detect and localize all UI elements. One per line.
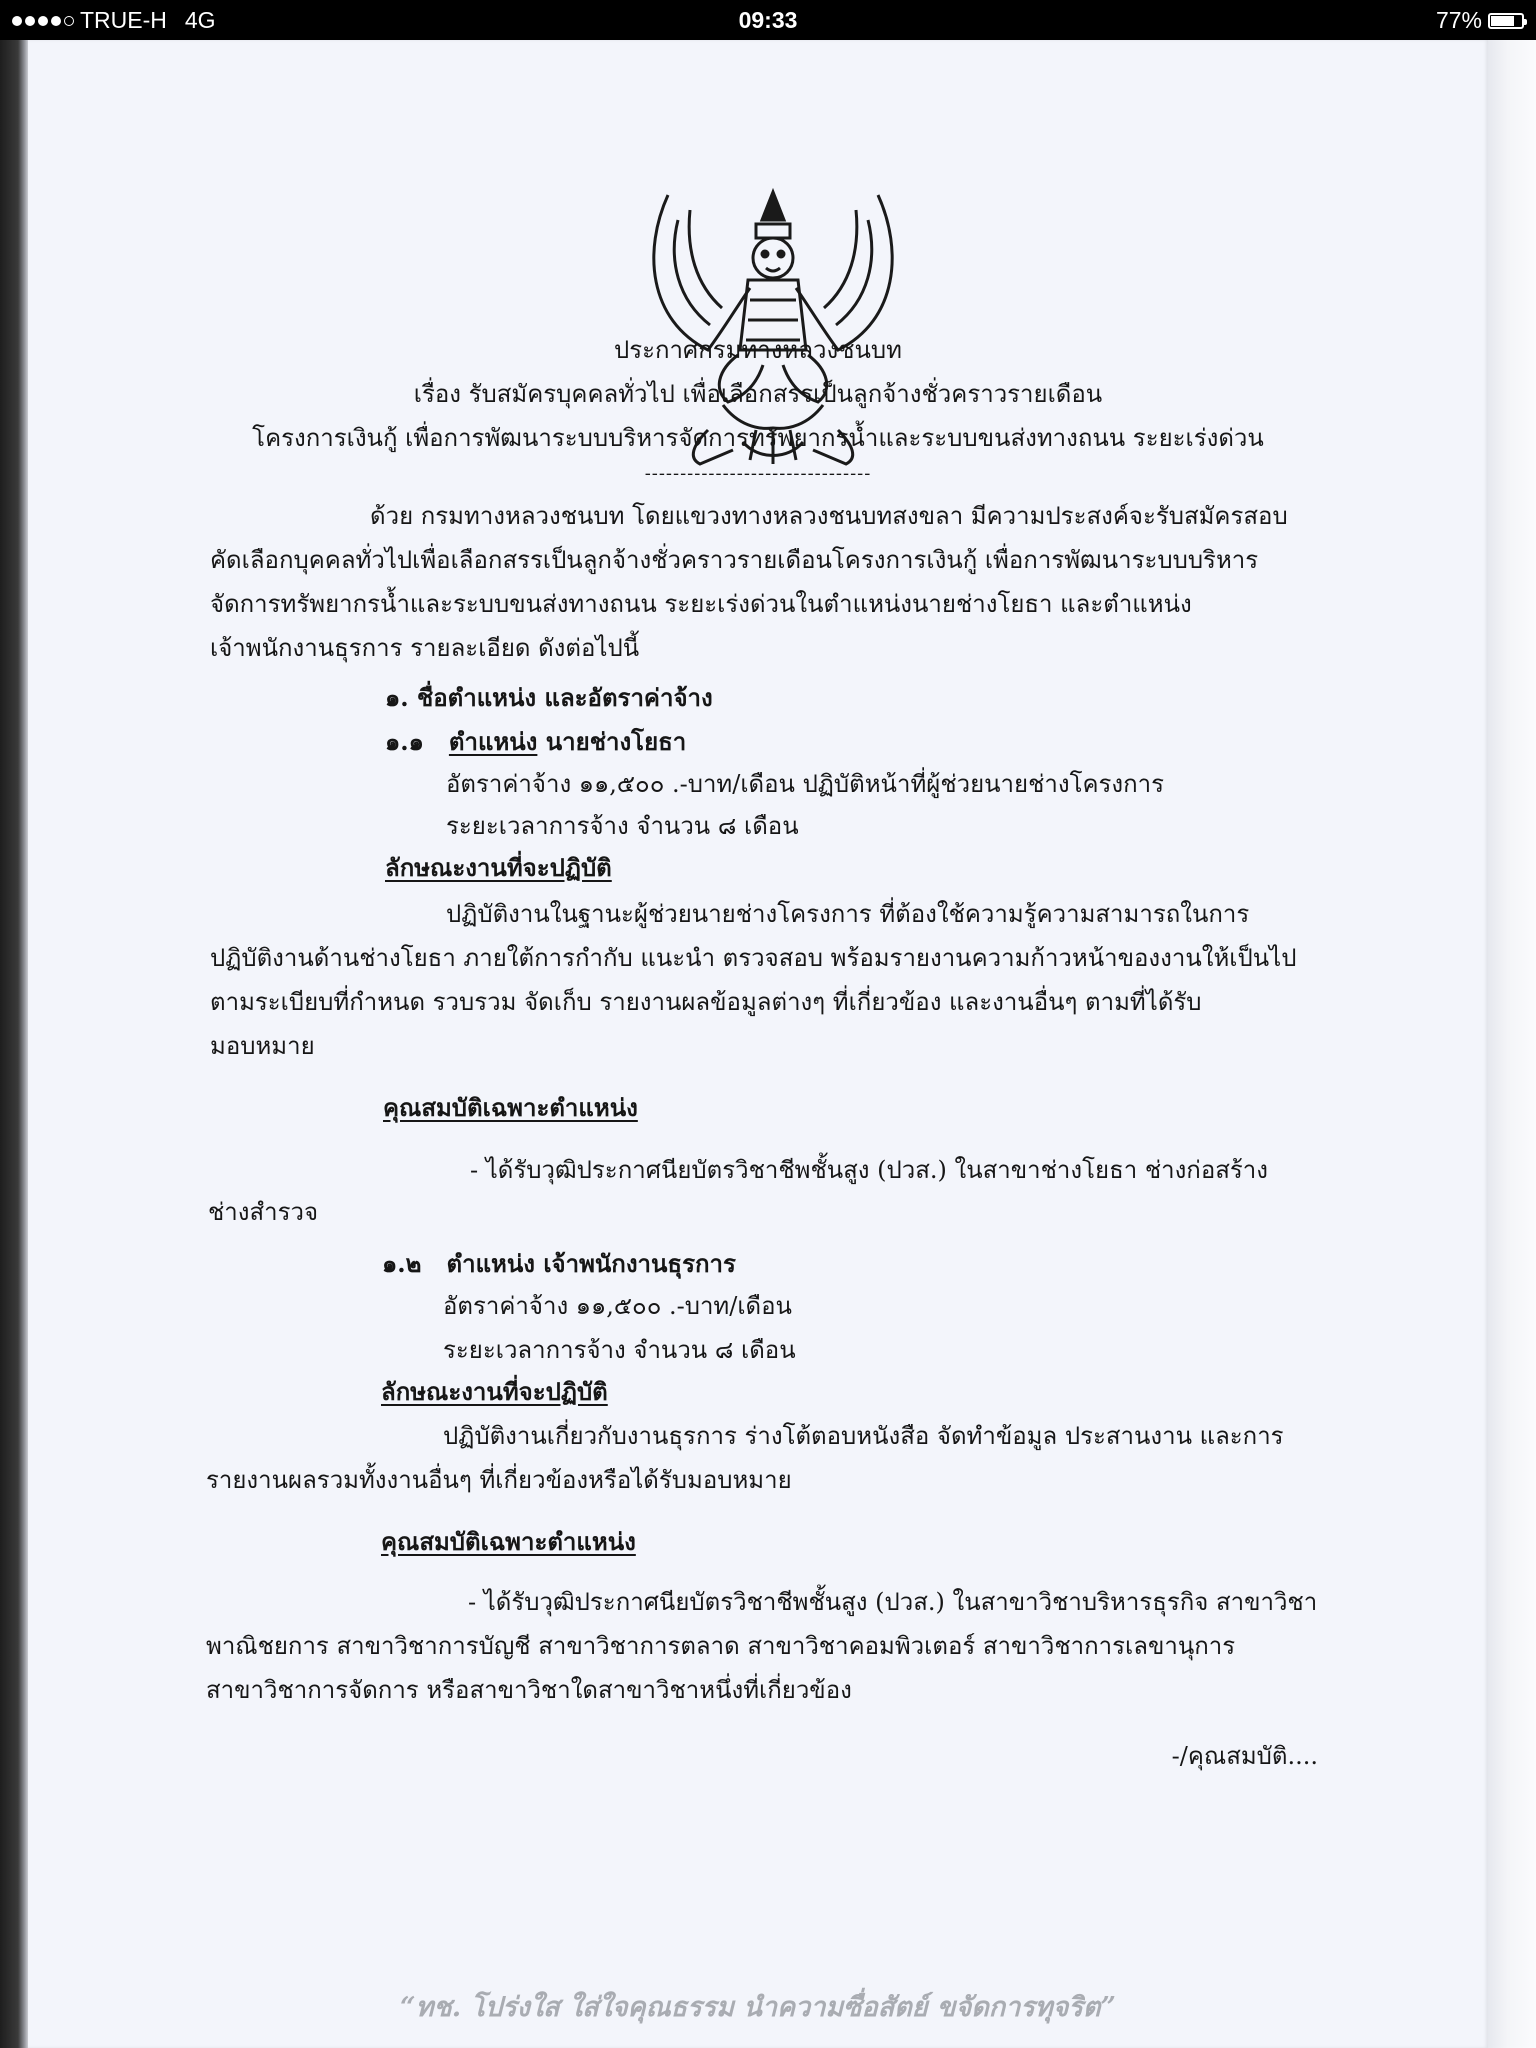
page-edge-right (1488, 40, 1536, 2048)
position-1-duty-line-1: ปฏิบัติงานในฐานะผู้ช่วยนายช่างโครงการ ที่ต้องใช้ความรู้ความสามารถในการ (446, 900, 1250, 928)
position-1-duty-line-4: มอบหมาย (210, 1032, 315, 1060)
announcement-project: โครงการเงินกู้ เพื่อการพัฒนาระบบบริหารจัดการทรัพยากรน้ำและระบบขนส่งทางถนน ระยะเร่งด่วน (252, 424, 1264, 452)
position-2-duty-line-2: รายงานผลรวมทั้งงานอื่นๆ ที่เกี่ยวข้องหรือได้รับมอบหมาย (206, 1466, 792, 1494)
position-2-wage: อัตราค่าจ้าง ๑๑,๕๐๐ .-บาท/เดือน (443, 1292, 792, 1320)
position-2-qual-line-1: - ได้รับวุฒิประกาศนียบัตรวิชาชีพชั้นสูง (ปวส.) ในสาขาวิชาบริหารธุรกิจ สาขาวิชา (468, 1588, 1318, 1616)
network-type: 4G (184, 7, 216, 33)
position-1-duty-line-3: ตามระเบียบที่กำหนด รวบรวม จัดเก็บ รายงานผลข้อมูลต่างๆ ที่เกี่ยวข้อง และงานอื่นๆ ตามที่ได้รับ (210, 988, 1202, 1016)
intro-line-1: ด้วย กรมทางหลวงชนบท โดยแขวงทางหลวงชนบทสงขลา มีความประสงค์จะรับสมัครสอบ (370, 502, 1288, 530)
position-2-qual-line-2: พาณิชยการ สาขาวิชาการบัญชี สาขาวิชาการตลาด สาขาวิชาคอมพิวเตอร์ สาขาวิชาการเลขานุการ (206, 1632, 1236, 1660)
position-1-number: ๑.๑ (385, 727, 424, 756)
status-right (1436, 7, 1524, 34)
position-1-duration: ระยะเวลาการจ้าง จำนวน ๘ เดือน (446, 812, 799, 840)
battery-percent: 77% (1435, 7, 1482, 33)
battery-tip (1524, 19, 1527, 25)
position-2-qual-line-3: สาขาวิชาการจัดการ หรือสาขาวิชาใดสาขาวิชาหนึ่งที่เกี่ยวข้อง (206, 1676, 852, 1704)
position-2-duty-heading: ลักษณะงานที่จะปฏิบัติ (381, 1377, 608, 1406)
position-2-heading (382, 1248, 736, 1280)
position-2-qual-heading: คุณสมบัติเฉพาะตำแหน่ง (381, 1527, 636, 1556)
section-1-heading: ๑. ชื่อตำแหน่ง และอัตราค่าจ้าง (385, 683, 713, 712)
battery-fill (1491, 16, 1514, 26)
position-1-name: นายช่างโยธา (545, 727, 687, 756)
header-divider: -------------------------------- (644, 463, 872, 484)
position-2-duration: ระยะเวลาการจ้าง จำนวน ๘ เดือน (443, 1336, 796, 1364)
clock: 09:33 (738, 7, 798, 33)
battery-icon (1488, 13, 1524, 29)
position-1-label: ตำแหน่ง (448, 727, 538, 756)
position-1-wage: อัตราค่าจ้าง ๑๑,๕๐๐ .-บาท/เดือน ปฏิบัติหน้าที่ผู้ช่วยนายช่างโครงการ (446, 770, 1165, 798)
position-1-qual-line-1: - ได้รับวุฒิประกาศนียบัตรวิชาชีพชั้นสูง (ปวส.) ในสาขาช่างโยธา ช่างก่อสร้าง (470, 1156, 1268, 1184)
status-bar (0, 0, 1536, 40)
position-1-qual-line-2: ช่างสำรวจ (208, 1198, 319, 1226)
position-2-name: ตำแหน่ง เจ้าพนักงานธุรการ (446, 1249, 736, 1278)
page-edge-shadow (0, 40, 30, 2048)
intro-line-4: เจ้าพนักงานธุรการ รายละเอียด ดังต่อไปนี้ (210, 634, 640, 662)
position-2-duty-line-1: ปฏิบัติงานเกี่ยวกับงานธุรการ ร่างโต้ตอบหนังสือ จัดทำข้อมูล ประสานงาน และการ (443, 1422, 1284, 1450)
footer-slogan: “ทช. โปร่งใส ใส่ใจคุณธรรม นำความซื่อสัตย์ ขจัดการทุจริต” (400, 1992, 1116, 2023)
announcement-title: ประกาศกรมทางหลวงชนบท (614, 336, 902, 364)
continued-marker: -/คุณสมบัติ.... (1171, 1742, 1318, 1770)
intro-line-3: จัดการทรัพยากรน้ำและระบบขนส่งทางถนน ระยะเร่งด่วนในตำแหน่งนายช่างโยธา และตำแหน่ง (210, 590, 1192, 618)
carrier-name: TRUE-H (80, 7, 167, 33)
position-1-duty-line-2: ปฏิบัติงานด้านช่างโยธา ภายใต้การกำกับ แนะนำ ตรวจสอบ พร้อมรายงานความก้าวหน้าของงานให้เป็นไป (210, 944, 1297, 972)
position-1-heading (385, 726, 686, 758)
intro-line-2: คัดเลือกบุคคลทั่วไปเพื่อเลือกสรรเป็นลูกจ้างชั่วคราวรายเดือนโครงการเงินกู้ เพื่อการพัฒนาระบบบริหาร (210, 546, 1259, 574)
position-1-duty-heading: ลักษณะงานที่จะปฏิบัติ (385, 853, 612, 882)
position-1-qual-heading: คุณสมบัติเฉพาะตำแหน่ง (383, 1093, 638, 1122)
document-page[interactable] (28, 40, 1488, 2048)
position-2-number: ๑.๒ (382, 1249, 422, 1278)
announcement-subject: เรื่อง รับสมัครบุคคลทั่วไป เพื่อเลือกสรรเป็นลูกจ้างชั่วคราวรายเดือน (413, 380, 1103, 408)
